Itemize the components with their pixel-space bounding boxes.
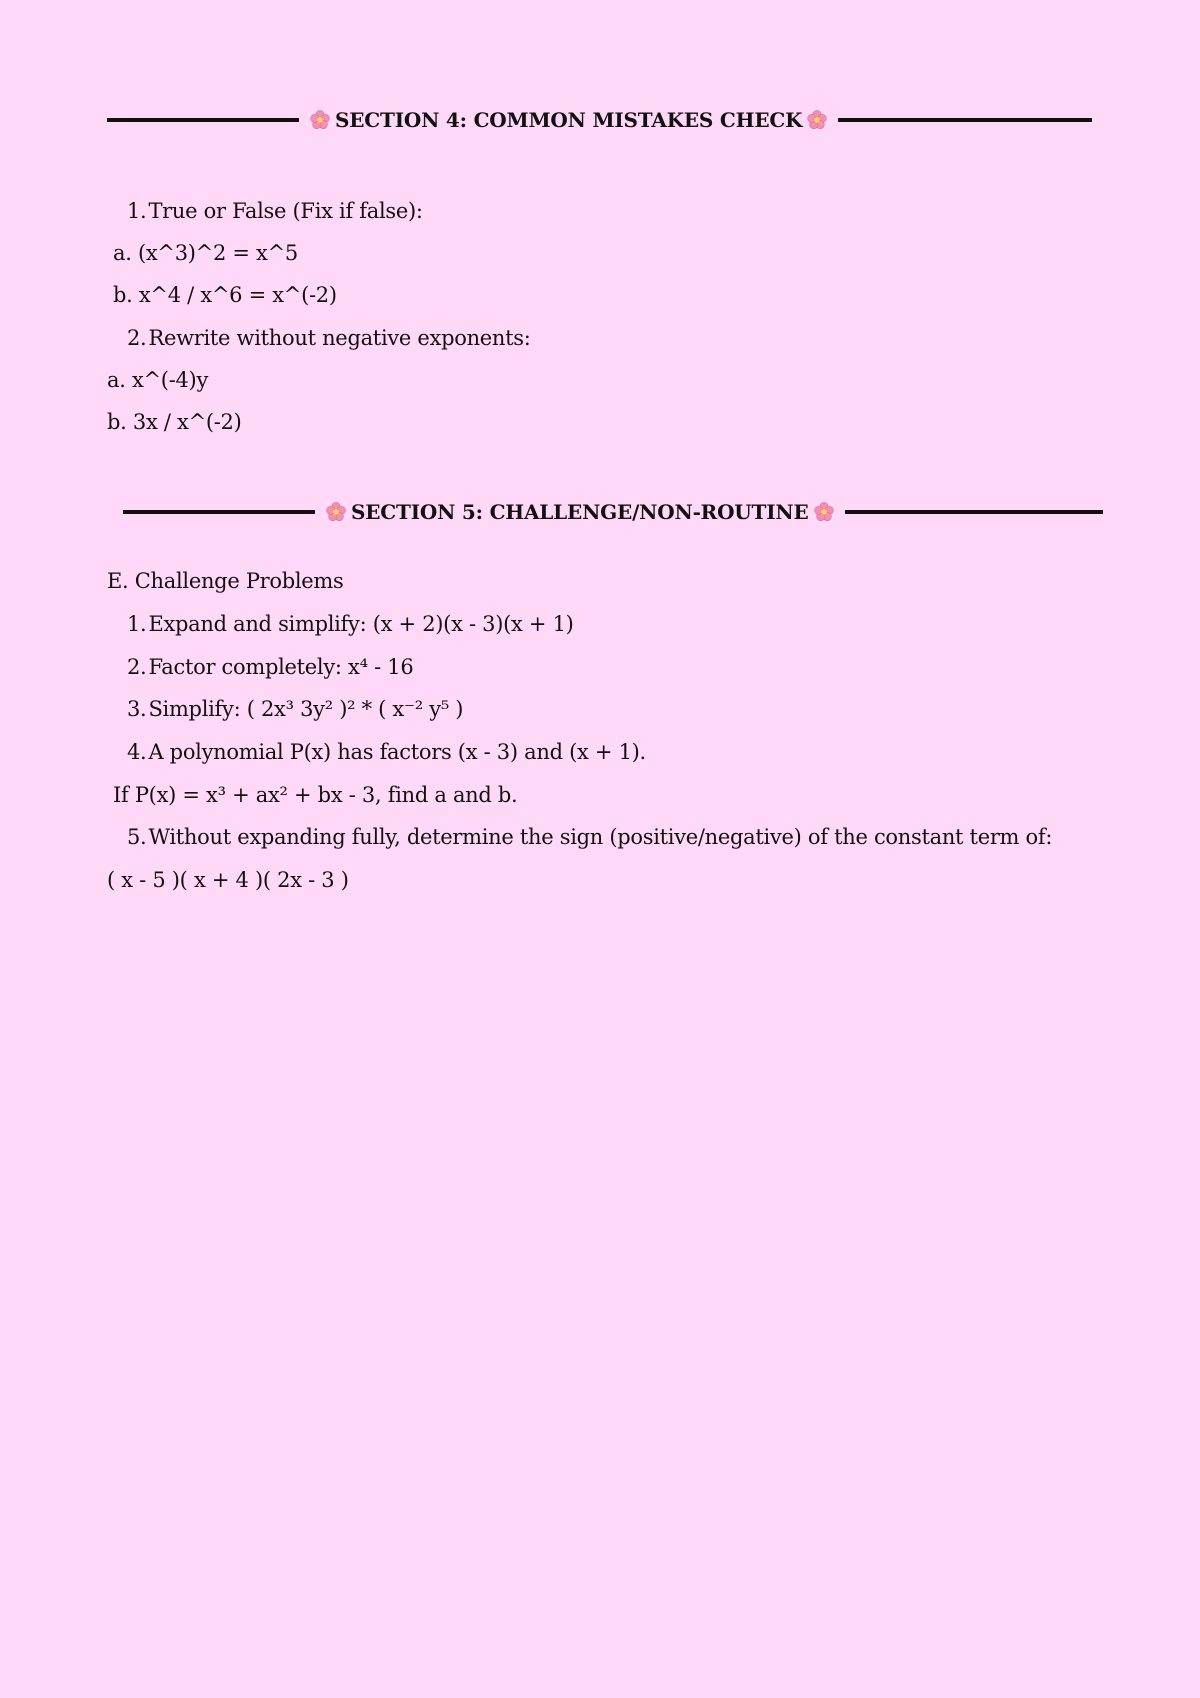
problem-4-continued: If P(x) = x³ + ax² + bx - 3, find a and b. <box>113 783 518 807</box>
cherry-blossom-icon <box>813 501 835 523</box>
problem-number: 1. <box>127 612 147 636</box>
problem-3 <box>127 696 463 722</box>
question-1b: b. x^4 / x^6 = x^(-2) <box>113 283 337 307</box>
section-5-header <box>123 497 1103 527</box>
problem-text: Without expanding fully, determine the sign (positive/negative) of the constant term of: <box>148 825 1053 849</box>
problem-text: Expand and simplify: (x + 2)(x - 3)(x + 1) <box>148 612 574 636</box>
problem-number: 4. <box>127 740 147 764</box>
section-4-title-group <box>299 108 838 132</box>
question-2a: a. x^(-4)y <box>107 368 209 392</box>
cherry-blossom-icon <box>806 109 828 131</box>
right-divider <box>845 510 1103 514</box>
question-text: Rewrite without negative exponents: <box>148 326 531 350</box>
question-1 <box>127 198 423 224</box>
problem-number: 3. <box>127 697 147 721</box>
right-divider <box>838 118 1092 122</box>
problem-text: A polynomial P(x) has factors (x - 3) and (x + 1). <box>148 740 646 764</box>
section-4-header <box>107 105 1092 135</box>
cherry-blossom-icon <box>325 501 347 523</box>
question-2b: b. 3x / x^(-2) <box>107 410 242 434</box>
problem-text: Factor completely: x⁴ - 16 <box>148 655 414 679</box>
section-5-title-group <box>315 500 845 524</box>
question-1a: a. (x^3)^2 = x^5 <box>113 241 298 265</box>
section-4-title: SECTION 4: COMMON MISTAKES CHECK <box>335 108 803 132</box>
problem-1 <box>127 611 574 637</box>
problem-text: Simplify: ( 2x³ 3y² )² * ( x⁻² y⁵ ) <box>148 697 464 721</box>
question-2 <box>127 325 531 351</box>
problem-number: 5. <box>127 825 147 849</box>
cherry-blossom-icon <box>309 109 331 131</box>
question-number: 2. <box>127 326 147 350</box>
problem-number: 2. <box>127 655 147 679</box>
problem-5 <box>127 824 1052 850</box>
left-divider <box>123 510 315 514</box>
problem-4 <box>127 739 646 765</box>
problem-5-continued: ( x - 5 )( x + 4 )( 2x - 3 ) <box>107 868 349 892</box>
problem-2 <box>127 654 413 680</box>
question-number: 1. <box>127 199 147 223</box>
question-text: True or False (Fix if false): <box>148 199 423 223</box>
left-divider <box>107 118 299 122</box>
section-5-title: SECTION 5: CHALLENGE/NON-ROUTINE <box>351 500 809 524</box>
section-5-heading: E. Challenge Problems <box>107 569 344 593</box>
